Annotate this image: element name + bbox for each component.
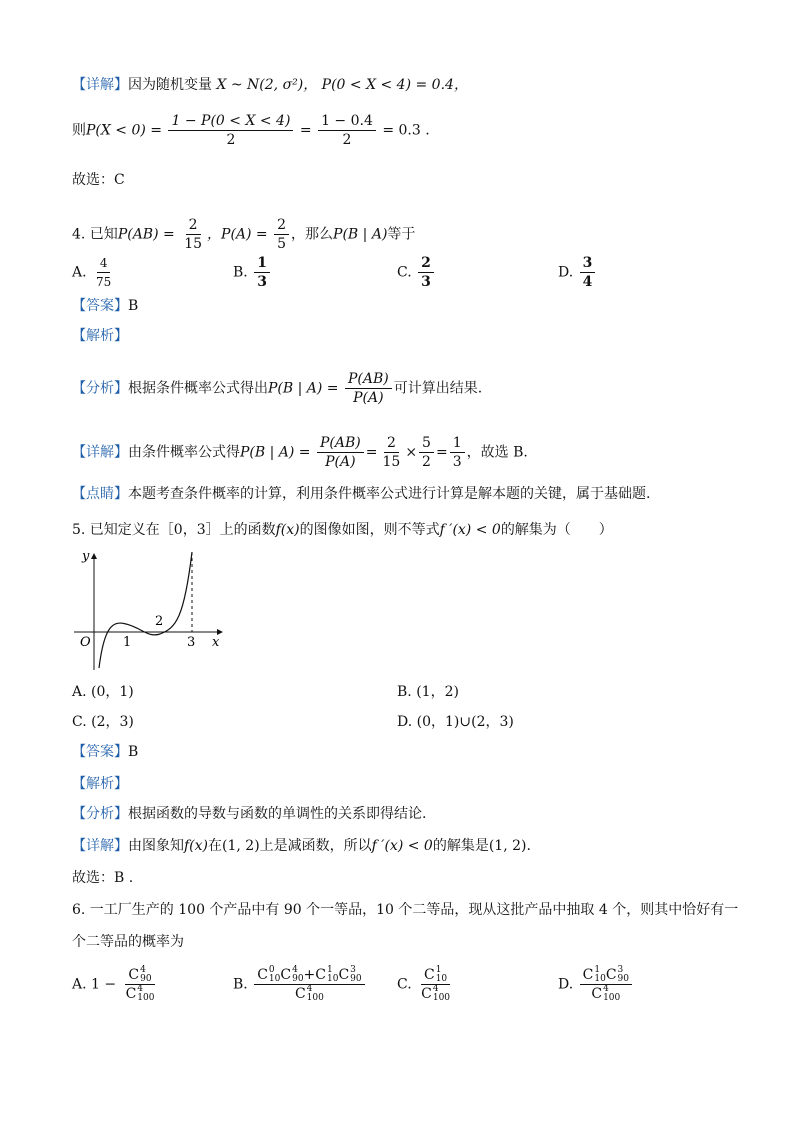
q4-option-c[interactable]: C. $\frac{2}{3}$ bbox=[397, 254, 436, 291]
origin-label: O bbox=[80, 635, 91, 650]
q5-stem: 5. 已知定义在［0，3］上的函数f(x)的图像如图，则不等式f ′(x) < 0的解集为（ ） bbox=[72, 522, 613, 538]
q3-then: 则 bbox=[72, 122, 86, 139]
q3-calc-line: 则P(X < 0) = $\frac{1 - P(0 < X < 4)}{2}$ = $\frac{1 - 0.4}{2}$ = 0.3 . bbox=[72, 113, 430, 148]
q4-pab-fraction: $\frac{2}{15}$ bbox=[184, 217, 203, 252]
function-curve bbox=[99, 552, 192, 668]
q5-option-a[interactable]: A. (0，1) bbox=[72, 684, 134, 700]
q4-fenxi: 【分析】根据条件概率公式得出P(B | A) = $\frac{P(AB)}{P(A)}$ 可计算出结果. bbox=[72, 371, 483, 406]
q3-choose: 故选：C bbox=[72, 172, 125, 188]
q4-stem: 4. 已知P(AB) = $\frac{2}{15}$ ，P(A) = $\frac{2}{5}$ ，那么P(B | A)等于 bbox=[72, 217, 416, 252]
q4-option-a[interactable]: A. $\frac{4}{75}$ bbox=[72, 256, 112, 289]
q3-detail-line bbox=[72, 75, 468, 95]
q5-fenxi: 【分析】根据函数的导数与函数的单调性的关系即得结论. bbox=[72, 806, 427, 822]
q6-option-b[interactable]: B. C 0 10 C 4 90 +C 1 10 C 3 90 C 4 100 bbox=[233, 966, 367, 1003]
q5-option-c[interactable]: C. (2，3) bbox=[72, 714, 134, 730]
q6-option-d[interactable]: D. C 1 10 C 3 90 C 4 100 bbox=[558, 966, 634, 1003]
q5-detail: 【详解】由图象知f(x)在(1, 2)上是减函数，所以f ′(x) < 0的解集是(1, 2). bbox=[72, 838, 531, 854]
x-label: x bbox=[212, 635, 220, 650]
q6-option-c[interactable]: C. C 1 10 C 4 100 bbox=[397, 965, 451, 1003]
tick-1: 1 bbox=[123, 635, 132, 650]
q3-lhs: P(X < 0) = bbox=[86, 122, 163, 139]
q4-option-d[interactable]: D. $\frac{3}{4}$ bbox=[558, 254, 597, 291]
q6-stem-2: 个二等品的概率为 bbox=[72, 934, 184, 950]
q4-answer: 【答案】B bbox=[72, 298, 139, 314]
q3-fraction-2: $\frac{1 - 0.4}{2}$ bbox=[318, 112, 376, 149]
q5-choose: 故选：B . bbox=[72, 870, 134, 886]
q6-stem-1: 6. 一工厂生产的 100 个产品中有 90 个一等品，10 个二等品，现从这批产品中抽取 4 个，则其中恰好有一 bbox=[72, 902, 739, 918]
tick-2: 2 bbox=[155, 614, 164, 629]
q5-option-b[interactable]: B. (1，2) bbox=[397, 684, 459, 700]
q4-analysis-tag: 【解析】 bbox=[72, 328, 128, 344]
q3-detail-text: 因为随机变量 bbox=[128, 77, 212, 93]
q3-distribution: X ~ N(2, σ²)， bbox=[216, 77, 318, 93]
q3-result: = 0.3 . bbox=[382, 122, 430, 139]
q4-detail: 【详解】由条件概率公式得P(B | A) = $\frac{P(AB)}{P(A)}$ = $\frac{2}{15}$ × $\frac{5}{2}$ = $\frac{1}{3}$ ，故选 B. bbox=[72, 435, 528, 470]
q5-option-d[interactable]: D. (0，1)∪(2，3) bbox=[397, 714, 514, 730]
y-label: y bbox=[82, 549, 90, 564]
answer-tag: 【答案】 bbox=[72, 298, 128, 314]
q3-probability: P(0 < X < 4) = 0.4， bbox=[321, 77, 468, 93]
tick-3: 3 bbox=[187, 635, 196, 650]
detail-tag: 【详解】 bbox=[72, 77, 128, 93]
q4-option-b[interactable]: B. $\frac{1}{3}$ bbox=[233, 254, 272, 291]
q5-analysis-tag: 【解析】 bbox=[72, 776, 128, 792]
q3-fraction-1: $\frac{1 - P(0 < X < 4)}{2}$ bbox=[168, 112, 293, 149]
q6-option-a[interactable]: A. 1 − C 4 90 C 4 100 bbox=[72, 965, 155, 1003]
q5-answer: 【答案】B bbox=[72, 744, 139, 760]
q4-pa-fraction: $\frac{2}{5}$ bbox=[274, 216, 289, 253]
q5-function-graph bbox=[72, 548, 232, 673]
q4-dianjing: 【点睛】本题考查条件概率的计算，利用条件概率公式进行计算是解本题的关键，属于基础题. bbox=[72, 486, 651, 502]
